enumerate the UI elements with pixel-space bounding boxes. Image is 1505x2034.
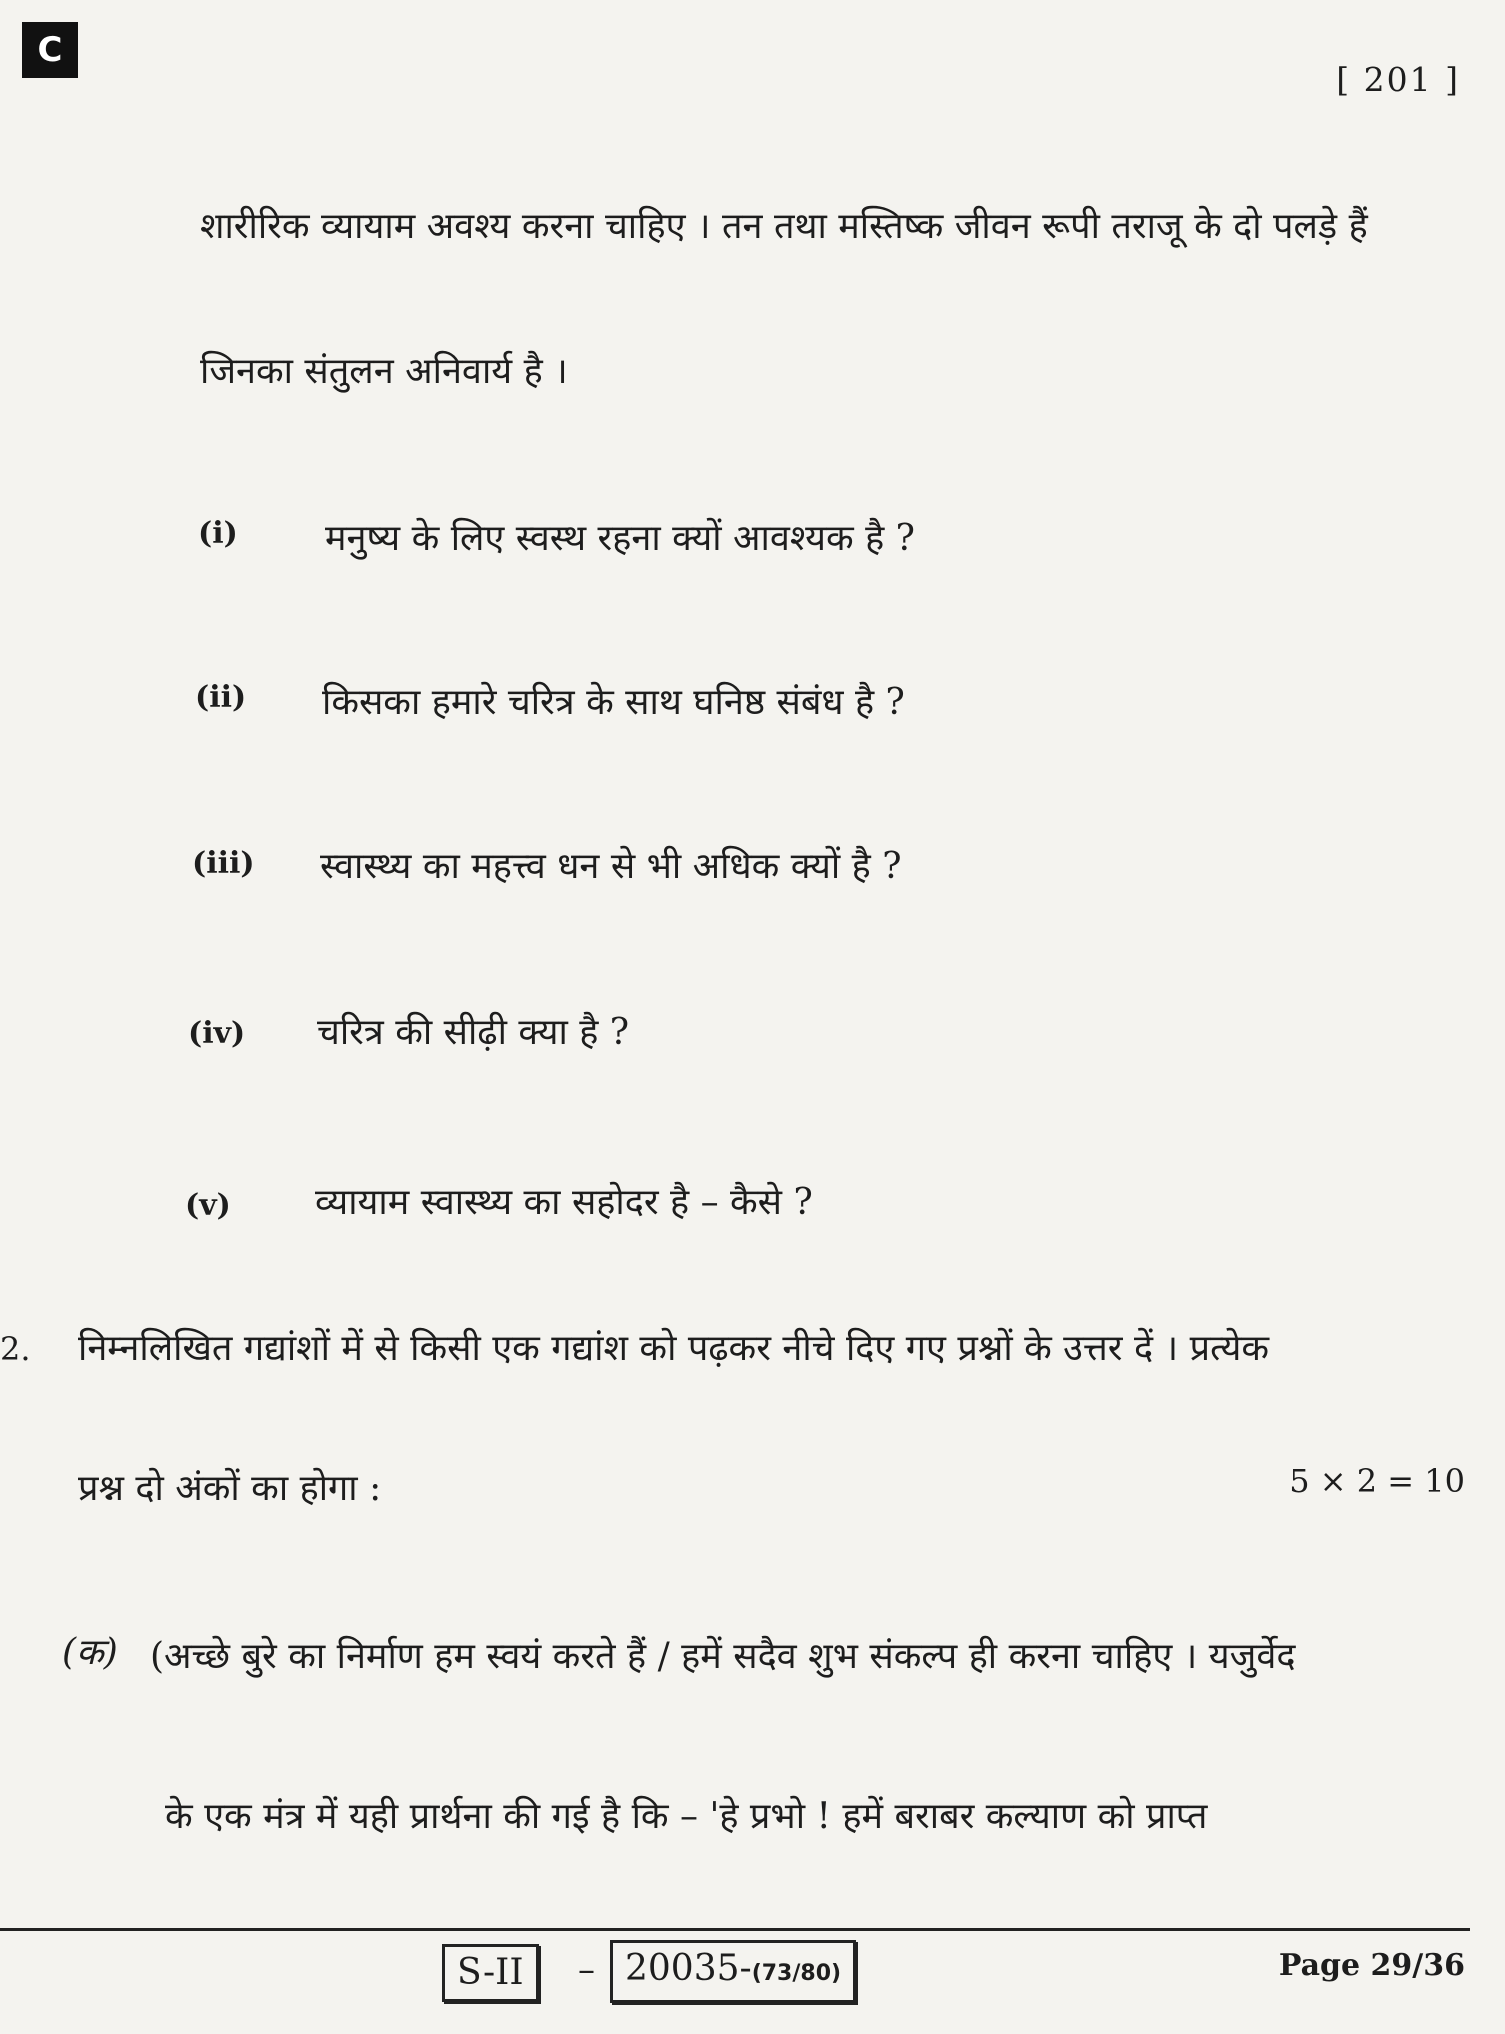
question-number: (i): [198, 516, 238, 551]
passage-ka-line-2: के एक मंत्र में यही प्रार्थना की गई है कि – 'हे प्रभो ! हमें बराबर कल्याण को प्राप्त: [165, 1796, 1208, 1837]
question-2-instruction-line-1: निम्नलिखित गद्यांशों में से किसी एक गद्यांश को पढ़कर नीचे दिए गए प्रश्नों के उत्तर दें । प्रत्येक: [78, 1328, 1270, 1369]
footer-separator: –: [578, 1950, 595, 1990]
passage-line-2: जिनका संतुलन अनिवार्य है ।: [200, 351, 568, 392]
paper-code: 20035-: [625, 1948, 752, 1989]
paper-code-suffix: (73/80): [751, 1961, 842, 1986]
footer-rule: [0, 1928, 1470, 1931]
question-text: स्वास्थ्य का महत्त्व धन से भी अधिक क्यों है ?: [320, 846, 902, 887]
part-label: (क): [62, 1632, 118, 1673]
marks-allocation: 5 × 2 = 10: [1289, 1462, 1465, 1500]
question-2-number: 2.: [0, 1330, 31, 1368]
passage-line-1: शारीरिक व्यायाम अवश्य करना चाहिए । तन तथा मस्तिष्क जीवन रूपी तराजू के दो पलड़े हैं: [200, 206, 1368, 247]
paper-code-box: [610, 1940, 856, 2003]
page-number: Page 29/36: [1278, 1948, 1465, 1983]
question-text: चरित्र की सीढ़ी क्या है ?: [317, 1012, 630, 1053]
passage-ka-line-1: (अच्छे बुरे का निर्माण हम स्वयं करते हैं / हमें सदैव शुभ संकल्प ही करना चाहिए । यजुर्वेद: [150, 1636, 1296, 1677]
question-text: मनुष्य के लिए स्वस्थ रहना क्यों आवश्यक है ?: [325, 518, 915, 559]
question-number: (iv): [188, 1016, 246, 1051]
question-text: किसका हमारे चरित्र के साथ घनिष्ठ संबंध है ?: [322, 682, 905, 723]
series-box: [442, 1944, 539, 2002]
question-text: व्यायाम स्वास्थ्य का सहोदर है – कैसे ?: [315, 1182, 813, 1223]
page-code: [ 201 ]: [1336, 60, 1460, 99]
question-2-instruction-line-2: प्रश्न दो अंकों का होगा :: [78, 1468, 382, 1509]
series-code: S-II: [457, 1952, 524, 1993]
question-number: (iii): [192, 846, 255, 881]
question-number: (ii): [195, 680, 247, 715]
question-number: (v): [185, 1188, 231, 1223]
corner-mark: C: [22, 22, 78, 78]
